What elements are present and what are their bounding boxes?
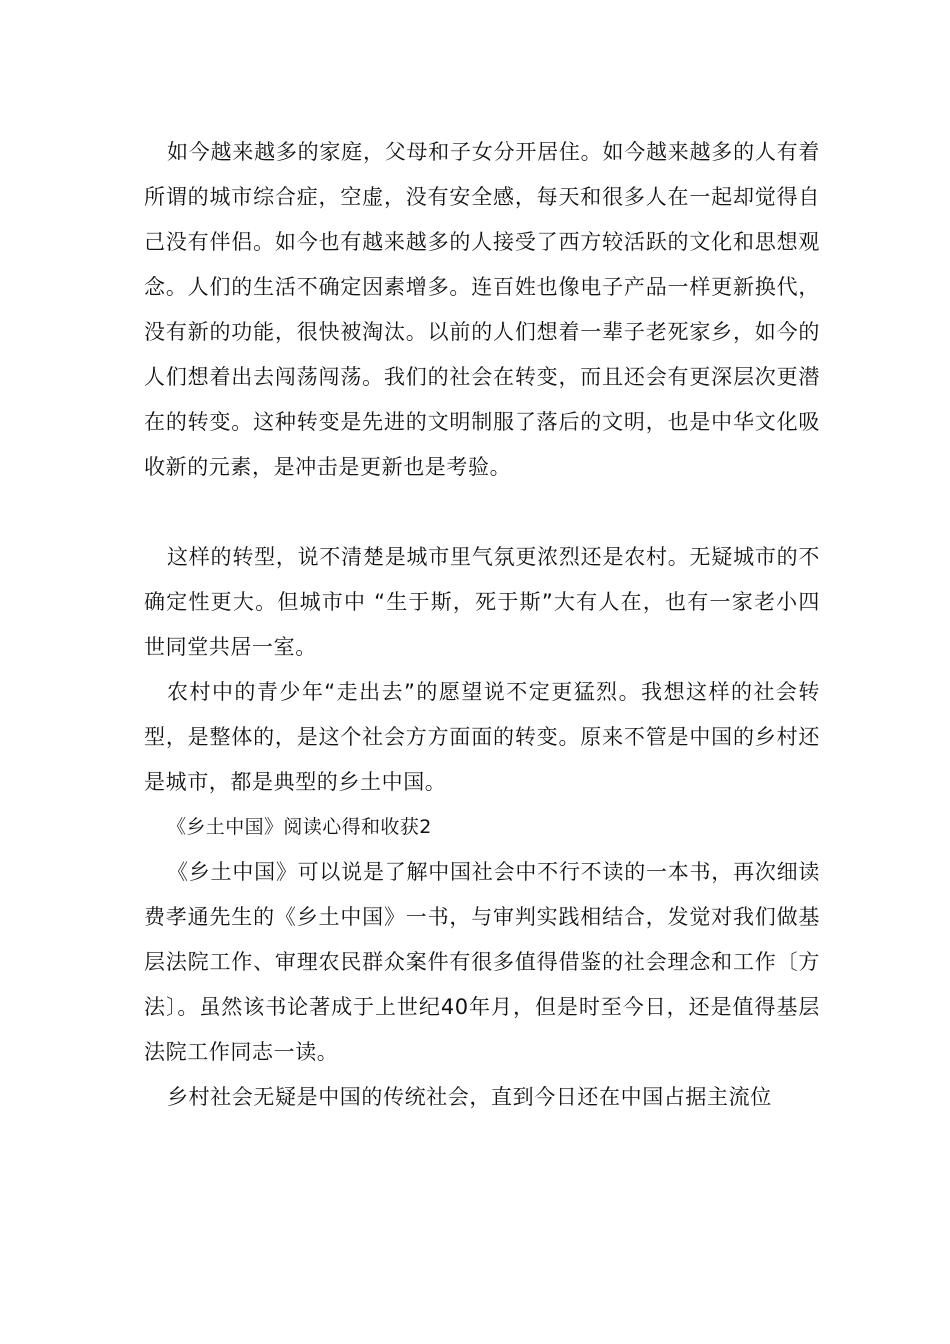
paragraph-2: 这样的转型，说不清楚是城市里气氛更浓烈还是农村。无疑城市的不确定性更大。但城市中 “生于斯，死于斯”大有人在，也有一家老小四世同堂共居一室。 — [144, 545, 820, 659]
document-body — [144, 130, 820, 1120]
section-heading: 《乡土中国》阅读心得和收获2 — [167, 816, 432, 838]
paragraph-4: 《乡土中国》可以说是了解中国社会中不行不读的一本书，再次细读费孝通先生的《乡土中国》一书，与审判实践相结合，发觉对我们做基层法院工作、审理农民群众案件有很多值得借鉴的社会理念和工作〔方法〕。虽然该书论著成于上世纪40年月，但是时至今日，还是值得基层法院工作同志一读。 — [144, 860, 820, 1064]
paragraph-3: 农村中的青少年“走出去”的愿望说不定更猛烈。我想这样的社会转型，是整体的，是这个社会方方面面的转变。原来不管是中国的乡村还是城市，都是典型的乡土中国。 — [144, 680, 820, 794]
paragraph-1: 如今越来越多的家庭，父母和子女分开居住。如今越来越多的人有着所谓的城市综合症，空虚，没有安全感，每天和很多人在一起却觉得自己没有伴侣。如今也有越来越多的人接受了西方较活跃的文化和思想观念。人们的生活不确定因素增多。连百姓也像电子产品一样更新换代，没有新的功能，很快被淘汰。以前的人们想着一辈子老死家乡，如今的人们想着出去闯荡闯荡。我们的社会在转变，而且还会有更深层次更潜在的转变。这种转变是先进的文明制服了落后的文明，也是中华文化吸收新的元素，是冲击是更新也是考验。 — [144, 140, 820, 479]
paragraph-gap — [144, 490, 820, 535]
paragraph-5: 乡村社会无疑是中国的传统社会，直到今日还在中国占据主流位 — [167, 1085, 772, 1109]
